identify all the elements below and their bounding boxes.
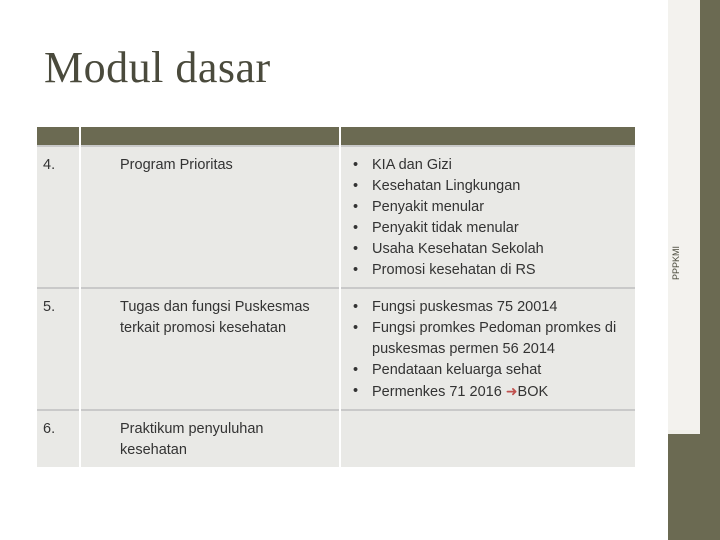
row-number: 6. [37, 410, 80, 467]
row-number: 4. [37, 146, 80, 288]
list-item [349, 381, 629, 403]
row-items [340, 146, 635, 288]
list-item: • Promosi kesehatan di RS [349, 260, 629, 281]
row-program: Program Prioritas [80, 146, 340, 288]
list-item: • Pendataan keluarga sehat [349, 360, 629, 381]
list-item: • Penyakit tidak menular [349, 218, 629, 239]
row-number: 5. [37, 288, 80, 410]
row-program: Tugas dan fungsi Puskesmas terkait promosi kesehatan [80, 288, 340, 410]
header-cell-num [37, 127, 80, 146]
header-cell-items [340, 127, 635, 146]
list-item: • Fungsi promkes Pedoman promkes di puskesmas permen 56 2014 [349, 318, 629, 360]
list-item: • Kesehatan Lingkungan [349, 176, 629, 197]
list-item: • Usaha Kesehatan Sekolah [349, 239, 629, 260]
table-row [37, 146, 635, 288]
slide-title: Modul dasar [44, 43, 271, 92]
list-item-text: BOK [517, 384, 549, 400]
list-item: • Fungsi puskesmas 75 20014 [349, 297, 629, 318]
arrow-right-icon: ➜ [505, 383, 518, 399]
list-item: • Penyakit menular [349, 197, 629, 218]
row-program: Praktikum penyuluhan kesehatan [80, 410, 340, 467]
table-row [37, 288, 635, 410]
module-table [37, 127, 635, 467]
header-cell-program [80, 127, 340, 146]
row-items [340, 288, 635, 410]
row-items [340, 410, 635, 467]
deco-block-1 [668, 434, 720, 540]
list-item-text: Permenkes 71 2016 [372, 384, 506, 400]
deco-block-2 [668, 0, 700, 430]
table-header-row [37, 127, 635, 146]
table-row [37, 410, 635, 467]
side-label-vertical: PPPKMI [671, 245, 681, 280]
list-item: • KIA dan Gizi [349, 155, 629, 176]
